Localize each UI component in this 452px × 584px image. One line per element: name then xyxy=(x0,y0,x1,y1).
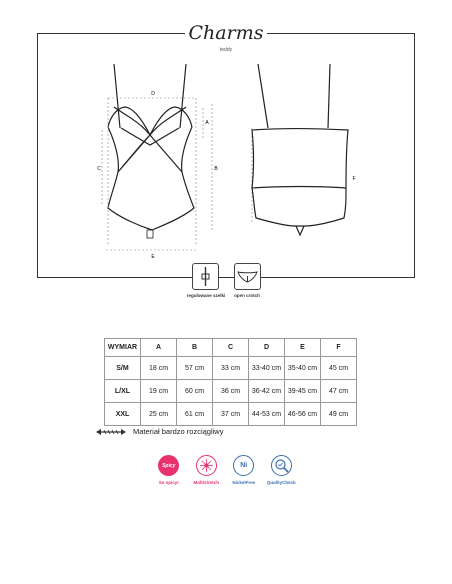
table-cell: XXL xyxy=(105,403,141,426)
table-cell: 35-40 cm xyxy=(285,357,321,380)
table-cell: 61 cm xyxy=(177,403,213,426)
badge-label: So spicy! xyxy=(158,480,179,485)
table-row xyxy=(105,357,357,380)
table-header: WYMIAR xyxy=(105,339,141,357)
model-name: teddy xyxy=(219,47,233,53)
badge-label: QualityCheck xyxy=(266,480,296,485)
badge-label: NickelFree xyxy=(232,480,256,485)
table-header: A xyxy=(141,339,177,357)
table-cell: 39-45 cm xyxy=(285,380,321,403)
table-row xyxy=(105,380,357,403)
table-row xyxy=(105,403,357,426)
badge-row xyxy=(150,455,300,485)
badge-nickelfree xyxy=(225,455,263,485)
table-cell: 33 cm xyxy=(213,357,249,380)
table-cell: 57 cm xyxy=(177,357,213,380)
brand-logo: Charms xyxy=(185,20,267,46)
table-cell: 37 cm xyxy=(213,403,249,426)
table-cell: 19 cm xyxy=(141,380,177,403)
dim-label-e: E xyxy=(151,254,155,260)
table-cell: 60 cm xyxy=(177,380,213,403)
double-arrow-icon xyxy=(95,428,127,436)
table-cell: 33-40 cm xyxy=(249,357,285,380)
dim-label-f: F xyxy=(352,176,356,182)
feature-label-crotch: open crotch xyxy=(234,293,260,298)
table-header: B xyxy=(177,339,213,357)
table-cell: 46-56 cm xyxy=(285,403,321,426)
dim-label-b: B xyxy=(214,166,218,172)
dim-label-a: A xyxy=(205,120,209,126)
table-cell: 49 cm xyxy=(321,403,357,426)
back-view xyxy=(252,64,348,235)
table-header-row xyxy=(105,339,357,357)
stretch-note-text: Materiał bardzo rozciągliwy xyxy=(133,427,224,436)
size-table xyxy=(104,338,357,426)
nickel-free-icon: Ni xyxy=(233,455,254,476)
table-header: C xyxy=(213,339,249,357)
table-cell: 36-42 cm xyxy=(249,380,285,403)
garment-technical-drawing xyxy=(0,0,452,290)
table-header: D xyxy=(249,339,285,357)
badge-qualitycheck xyxy=(263,455,301,485)
badge-spicy xyxy=(150,455,188,485)
table-cell: S/M xyxy=(105,357,141,380)
dim-label-c: C xyxy=(97,166,101,172)
table-cell: 45 cm xyxy=(321,357,357,380)
table-cell: 36 cm xyxy=(213,380,249,403)
feature-label-straps: regulowane szelki xyxy=(186,293,226,298)
badge-label: Multistretch xyxy=(193,480,219,485)
spicy-icon: Spicy xyxy=(158,455,179,476)
table-cell: L/XL xyxy=(105,380,141,403)
table-cell: 47 cm xyxy=(321,380,357,403)
multistretch-icon xyxy=(196,455,217,476)
table-header: E xyxy=(285,339,321,357)
badge-multistretch xyxy=(188,455,226,485)
adjustable-straps-icon xyxy=(192,263,219,290)
dim-label-d: D xyxy=(151,91,155,97)
table-header: F xyxy=(321,339,357,357)
table-cell: 44-53 cm xyxy=(249,403,285,426)
open-crotch-icon xyxy=(234,263,261,290)
table-cell: 25 cm xyxy=(141,403,177,426)
quality-check-icon xyxy=(271,455,292,476)
stretch-note xyxy=(95,427,223,436)
table-cell: 18 cm xyxy=(141,357,177,380)
